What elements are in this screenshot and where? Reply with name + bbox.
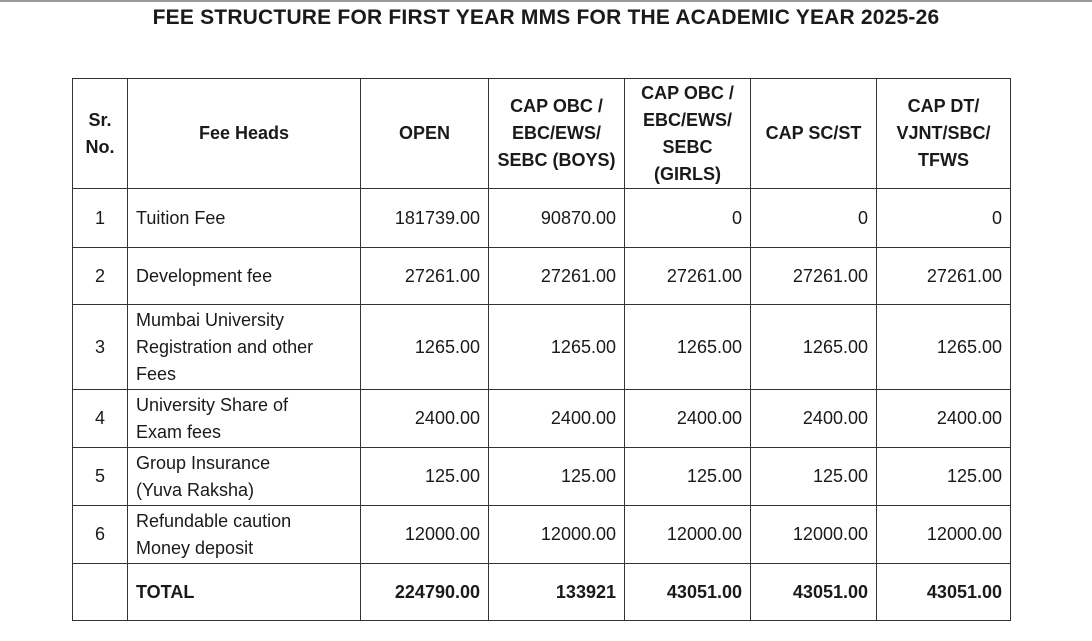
page-title: FEE STRUCTURE FOR FIRST YEAR MMS FOR THE ACADEMIC YEAR 2025-26 <box>152 6 940 29</box>
total-value-cell: 224790.00 <box>361 564 489 621</box>
value-cell: 1265.00 <box>877 305 1011 390</box>
value-cell: 27261.00 <box>625 248 751 305</box>
value-cell: 125.00 <box>489 448 625 506</box>
sr-no-cell: 2 <box>73 248 128 305</box>
value-cell: 1265.00 <box>625 305 751 390</box>
value-cell: 27261.00 <box>751 248 877 305</box>
fee-head-cell: Refundable caution Money deposit <box>128 506 361 564</box>
sr-no-cell: 4 <box>73 390 128 448</box>
total-row <box>73 564 1011 621</box>
header-sr-no: Sr. No. <box>73 79 128 189</box>
value-cell: 0 <box>751 189 877 248</box>
top-rule <box>0 0 1092 2</box>
value-cell: 90870.00 <box>489 189 625 248</box>
total-value-cell: 43051.00 <box>751 564 877 621</box>
fee-head-cell: Tuition Fee <box>128 189 361 248</box>
table-row <box>73 448 1011 506</box>
table-row <box>73 390 1011 448</box>
value-cell: 125.00 <box>877 448 1011 506</box>
table-row <box>73 248 1011 305</box>
value-cell: 12000.00 <box>625 506 751 564</box>
sr-no-cell: 1 <box>73 189 128 248</box>
header-fee-heads: Fee Heads <box>128 79 361 189</box>
sr-no-cell <box>73 564 128 621</box>
value-cell: 1265.00 <box>361 305 489 390</box>
fee-head-cell: Mumbai University Registration and other Fees <box>128 305 361 390</box>
value-cell: 12000.00 <box>489 506 625 564</box>
table-row <box>73 305 1011 390</box>
value-cell: 12000.00 <box>877 506 1011 564</box>
fee-head-cell: University Share of Exam fees <box>128 390 361 448</box>
value-cell: 27261.00 <box>877 248 1011 305</box>
value-cell: 12000.00 <box>361 506 489 564</box>
sr-no-cell: 6 <box>73 506 128 564</box>
value-cell: 0 <box>877 189 1011 248</box>
total-value-cell: 43051.00 <box>877 564 1011 621</box>
value-cell: 27261.00 <box>489 248 625 305</box>
header-cap-sc-st: CAP SC/ST <box>751 79 877 189</box>
fee-head-cell: Development fee <box>128 248 361 305</box>
value-cell: 2400.00 <box>361 390 489 448</box>
value-cell: 2400.00 <box>625 390 751 448</box>
value-cell: 1265.00 <box>751 305 877 390</box>
header-open: OPEN <box>361 79 489 189</box>
value-cell: 125.00 <box>751 448 877 506</box>
header-cap-obc-boys: CAP OBC / EBC/EWS/ SEBC (BOYS) <box>489 79 625 189</box>
fee-head-cell: Group Insurance (Yuva Raksha) <box>128 448 361 506</box>
table-row <box>73 189 1011 248</box>
value-cell: 2400.00 <box>489 390 625 448</box>
sr-no-cell: 5 <box>73 448 128 506</box>
value-cell: 12000.00 <box>751 506 877 564</box>
fee-structure-table <box>72 78 1011 621</box>
header-row <box>73 79 1011 189</box>
value-cell: 0 <box>625 189 751 248</box>
value-cell: 125.00 <box>625 448 751 506</box>
value-cell: 181739.00 <box>361 189 489 248</box>
total-label-cell: TOTAL <box>128 564 361 621</box>
value-cell: 2400.00 <box>751 390 877 448</box>
header-cap-obc-girls: CAP OBC / EBC/EWS/ SEBC (GIRLS) <box>625 79 751 189</box>
value-cell: 1265.00 <box>489 305 625 390</box>
total-value-cell: 43051.00 <box>625 564 751 621</box>
sr-no-cell: 3 <box>73 305 128 390</box>
value-cell: 27261.00 <box>361 248 489 305</box>
header-cap-dt-vjnt: CAP DT/ VJNT/SBC/ TFWS <box>877 79 1011 189</box>
value-cell: 125.00 <box>361 448 489 506</box>
value-cell: 2400.00 <box>877 390 1011 448</box>
table-row <box>73 506 1011 564</box>
total-value-cell: 133921 <box>489 564 625 621</box>
